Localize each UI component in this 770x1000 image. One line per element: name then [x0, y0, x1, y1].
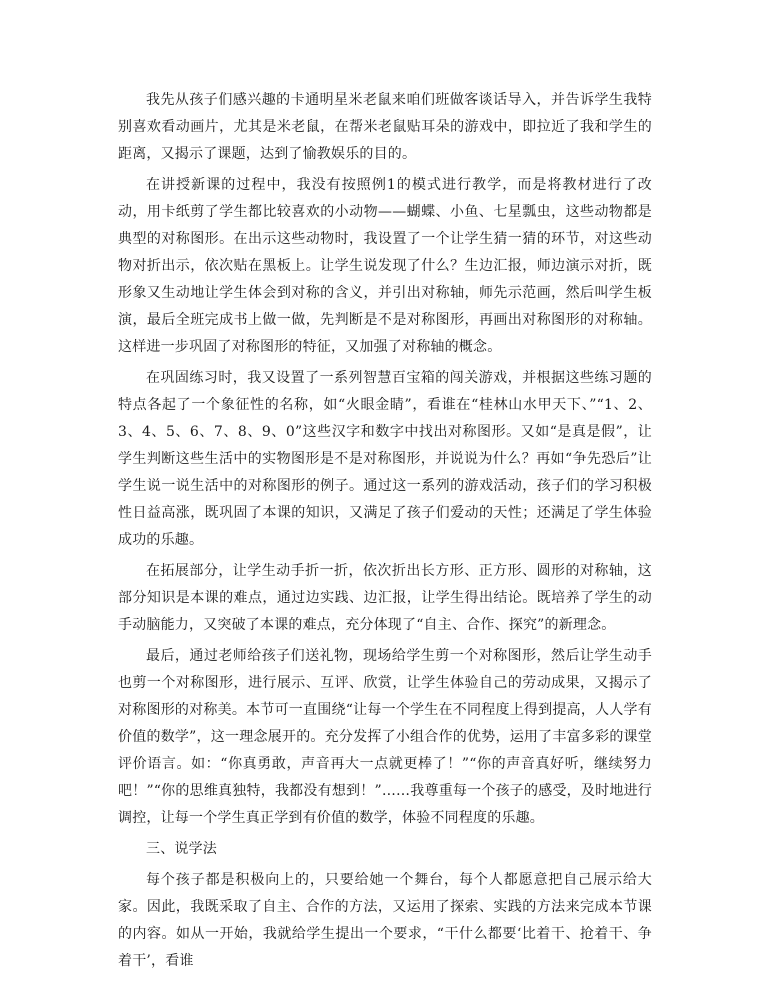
section-heading-learning-method: 三、说学法	[146, 841, 217, 857]
paragraph-extension: 在拓展部分，让学生动手折一折，依次折出长方形、正方形、圆形的对称轴，这部分知识是本课的难点，通过边实践、边汇报，让学生得出结论。既培养了学生的动手动脑能力，又突破了本课的难点，充分体现了“自主、合作、探究”的新理念。	[118, 563, 652, 633]
paragraph-learning-method: 每个孩子都是积极向上的，只要给她一个舞台，每个人都愿意把自己展示给大家。因此，我既采取了自主、合作的方法，又运用了探索、实践的方法来完成本节课的内容。如从一开始，我就给学生提出一个要求，“干什么都要‘比着干、抢着干、争着干’，看谁	[118, 872, 652, 969]
paragraph-practice: 在巩固练习时，我又设置了一系列智慧百宝箱的闯关游戏，并根据这些练习题的特点各起了一个象征性的名称，如“火眼金睛”，看谁在“桂林山水甲天下、”“1、2、3、4、5、6、7、8、9、0”这些汉字和数字中找出对称图形。又如“是真是假”，让学生判断这些生活中的实物图形是不是对称图形，并说说为什么？再如“争先恐后”让学生说一说生活中的对称图形的例子。通过这一系列的游戏活动，孩子们的学习积极性日益高涨，既巩固了本课的知识，又满足了孩子们爱动的天性；还满足了学生体验成功的乐趣。	[118, 370, 652, 548]
document-body	[118, 87, 652, 979]
paragraph-new-lesson: 在讲授新课的过程中，我没有按照例1的模式进行教学，而是将教材进行了改动，用卡纸剪了学生都比较喜欢的小动物——蝴蝶、小鱼、七星瓢虫，这些动物都是典型的对称图形。在出示这些动物时，我设置了一个让学生猜一猜的环节，对这些动物对折出示，依次贴在黑板上。让学生说发现了什么？生边汇报，师边演示对折，既形象又生动地让学生体会到对称的含义，并引出对称轴，师先示范画，然后叫学生板演，最后全班完成书上做一做，先判断是不是对称图形，再画出对称图形的对称轴。这样进一步巩固了对称图形的特征，又加强了对称轴的概念。	[118, 177, 652, 355]
paragraph-conclusion: 最后，通过老师给孩子们送礼物，现场给学生剪一个对称图形，然后让学生动手也剪一个对称图形，进行展示、互评、欣赏，让学生体验自己的劳动成果，又揭示了对称图形的对称美。本节可一直围绕“让每一个学生在不同程度上得到提高，人人学有价值的数学”，这一理念展开的。充分发挥了小组合作的优势，运用了丰富多彩的课堂评价语言。如：“你真勇敢，声音再大一点就更棒了！”“你的声音真好听，继续努力吧！”“你的思维真独特，我都没有想到！”……我尊重每一个孩子的感受，及时地进行调控，让每一个学生真正学到有价值的数学，体验不同程度的乐趣。	[118, 648, 652, 826]
paragraph-intro: 我先从孩子们感兴趣的卡通明星米老鼠来咱们班做客谈话导入，并告诉学生我特别喜欢看动画片，尤其是米老鼠，在帮米老鼠贴耳朵的游戏中，即拉近了我和学生的距离，又揭示了课题，达到了愉教娱乐的目的。	[118, 92, 652, 162]
